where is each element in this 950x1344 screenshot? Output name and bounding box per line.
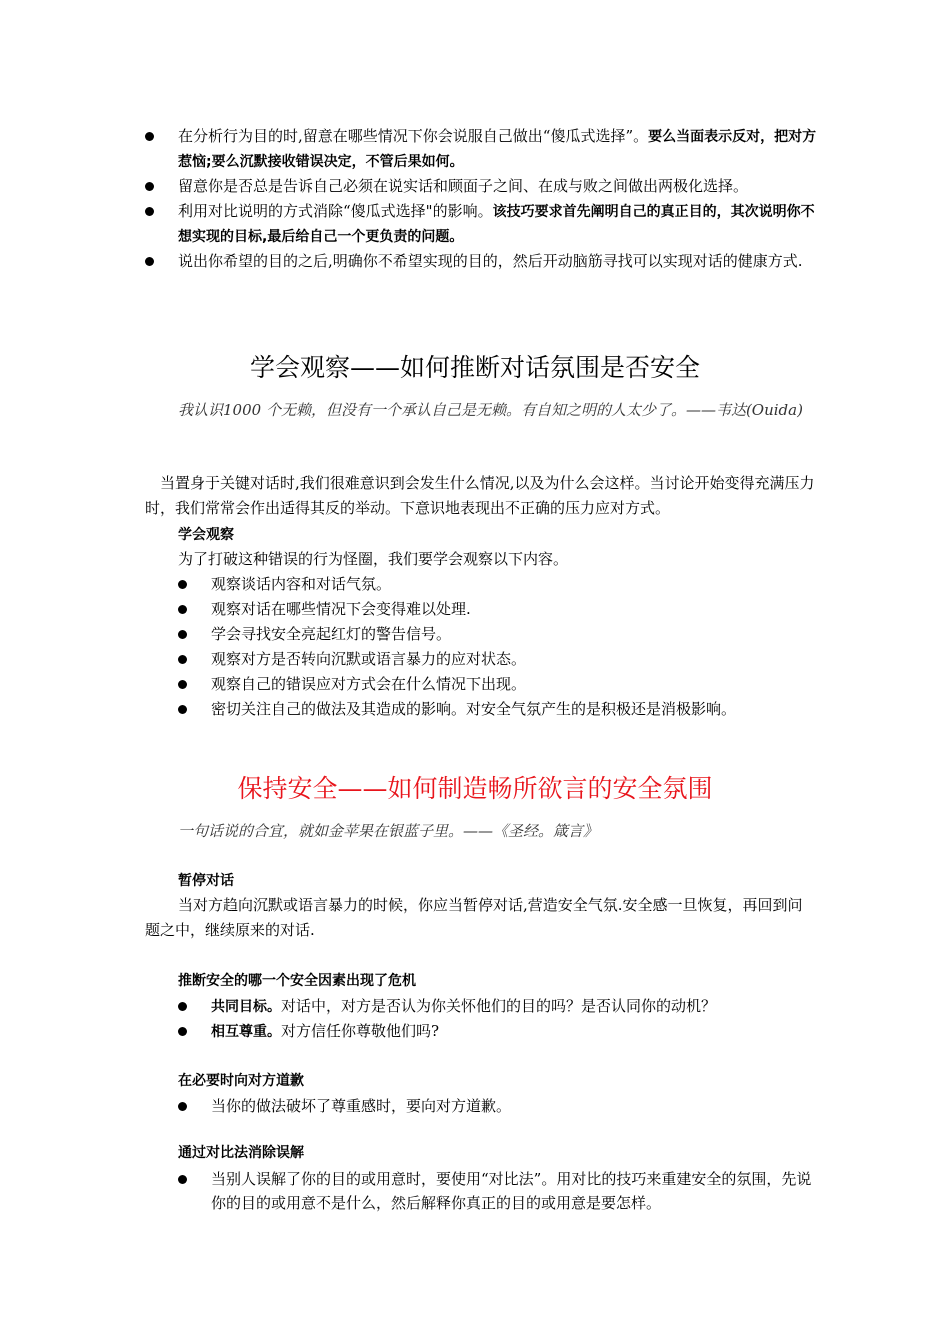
bullet-text: 观察对方是否转向沉默或语言暴力的应对状态。 bbox=[211, 650, 527, 668]
list-item bbox=[178, 597, 818, 621]
list-item bbox=[178, 1019, 818, 1044]
bullet-bold-text: 该技巧要求首先阐明自己的真正目的，其次说明你不想实现的目标,最后给自己一个更负责的问题。 bbox=[178, 204, 815, 245]
list-item bbox=[178, 572, 818, 596]
bullet-icon bbox=[178, 705, 187, 714]
quote-ouida: 我认识1000 个无赖，但没有一个承认自己是无赖。有自知之明的人太少了。——韦达(Ouida) bbox=[178, 401, 803, 419]
bullet-bold-text: 共同目标。 bbox=[211, 999, 281, 1015]
bullet-icon bbox=[145, 182, 154, 191]
bullet-text: 观察谈话内容和对话气氛。 bbox=[211, 575, 392, 593]
bullet-text: 当别人误解了你的目的或用意时，要使用“对比法”。用对比的技巧来重建安全的氛围，先说你的目的或用意不是什么，然后解释你真正的目的或用意是要怎样。 bbox=[211, 1170, 812, 1212]
list-item bbox=[145, 174, 825, 198]
paragraph-intro: 为了打破这种错误的行为怪圈，我们要学会观察以下内容。 bbox=[178, 550, 569, 568]
subheading-apology: 在必要时向对方道歉 bbox=[178, 1073, 304, 1089]
bullet-text: 观察自己的错误应对方式会在什么情况下出现。 bbox=[211, 675, 527, 693]
paragraph-pause: 当对方趋向沉默或语言暴力的时候，你应当暂停对话,营造安全气氛.安全感一旦恢复，再回到问题之中，继续原来的对话. bbox=[145, 896, 803, 939]
bullet-icon bbox=[178, 630, 187, 639]
bullet-icon bbox=[178, 605, 187, 614]
bullet-text: 对方信任你尊敬他们吗? bbox=[281, 1022, 440, 1040]
bullet-icon bbox=[178, 680, 187, 689]
section-title-observe: 学会观察——如何推断对话氛围是否安全 bbox=[249, 353, 700, 382]
list-item bbox=[145, 199, 825, 249]
bullet-text: 在分析行为目的时,留意在哪些情况下你会说服自己做出“傻瓜式选择”。 bbox=[178, 127, 649, 145]
bullet-text: 密切关注自己的做法及其造成的影响。对安全气氛产生的是积极还是消极影响。 bbox=[211, 700, 737, 718]
list-item bbox=[145, 124, 825, 174]
bullet-text: 当你的做法破坏了尊重感时，要向对方道歉。 bbox=[211, 1097, 512, 1115]
bullet-icon bbox=[178, 655, 187, 664]
list-item bbox=[178, 1094, 818, 1118]
bullet-text: 对话中，对方是否认为你关怀他们的目的吗？是否认同你的动机？ bbox=[281, 997, 717, 1015]
bullet-text: 利用对比说明的方式消除“傻瓜式选择"的影响。 bbox=[178, 202, 493, 220]
bullet-icon bbox=[178, 1175, 187, 1184]
bullet-icon bbox=[145, 132, 154, 141]
subheading-contrast: 通过对比法消除误解 bbox=[178, 1145, 304, 1161]
bullet-icon bbox=[178, 1027, 187, 1036]
list-item bbox=[178, 672, 818, 696]
section-title-safety: 保持安全——如何制造畅所欲言的安全氛围 bbox=[237, 774, 713, 803]
bullet-icon bbox=[145, 257, 154, 266]
bullet-text: 学会寻找安全亮起红灯的警告信号。 bbox=[211, 625, 452, 643]
bullet-icon bbox=[145, 207, 154, 216]
bullet-text: 留意你是否总是告诉自己必须在说实话和顾面子之间、在成与败之间做出两极化选择。 bbox=[178, 177, 749, 195]
bullet-bold-text: 相互尊重。 bbox=[211, 1024, 281, 1040]
bullet-icon bbox=[178, 1102, 187, 1111]
list-item bbox=[145, 249, 825, 273]
list-item bbox=[178, 994, 818, 1019]
bullet-text: 说出你希望的目的之后,明确你不希望实现的目的，然后开动脑筋寻找可以实现对话的健康方式. bbox=[178, 252, 803, 270]
subheading-observe: 学会观察 bbox=[178, 527, 234, 543]
bullet-text: 观察对话在哪些情况下会变得难以处理. bbox=[211, 600, 471, 618]
subheading-pause: 暂停对话 bbox=[178, 873, 234, 889]
quote-proverbs: 一句话说的合宜，就如金苹果在银蓝子里。——《圣经。箴言》 bbox=[178, 822, 599, 840]
subheading-crisis: 推断安全的哪一个安全因素出现了危机 bbox=[178, 973, 416, 989]
list-item bbox=[178, 622, 818, 646]
paragraph: 当置身于关键对话时,我们很难意识到会发生什么情况,以及为什么会这样。当讨论开始变得充满压力时，我们常常会作出适得其反的举动。下意识地表现出不正确的压力应对方式。 bbox=[145, 474, 815, 517]
list-item bbox=[178, 1167, 818, 1215]
bullet-bold-text: 要么当面表示反对，把对方惹恼;要么沉默接收错误决定，不管后果如何。 bbox=[178, 129, 817, 170]
list-item bbox=[178, 647, 818, 671]
list-item bbox=[178, 697, 818, 721]
bullet-icon bbox=[178, 1002, 187, 1011]
bullet-icon bbox=[178, 580, 187, 589]
